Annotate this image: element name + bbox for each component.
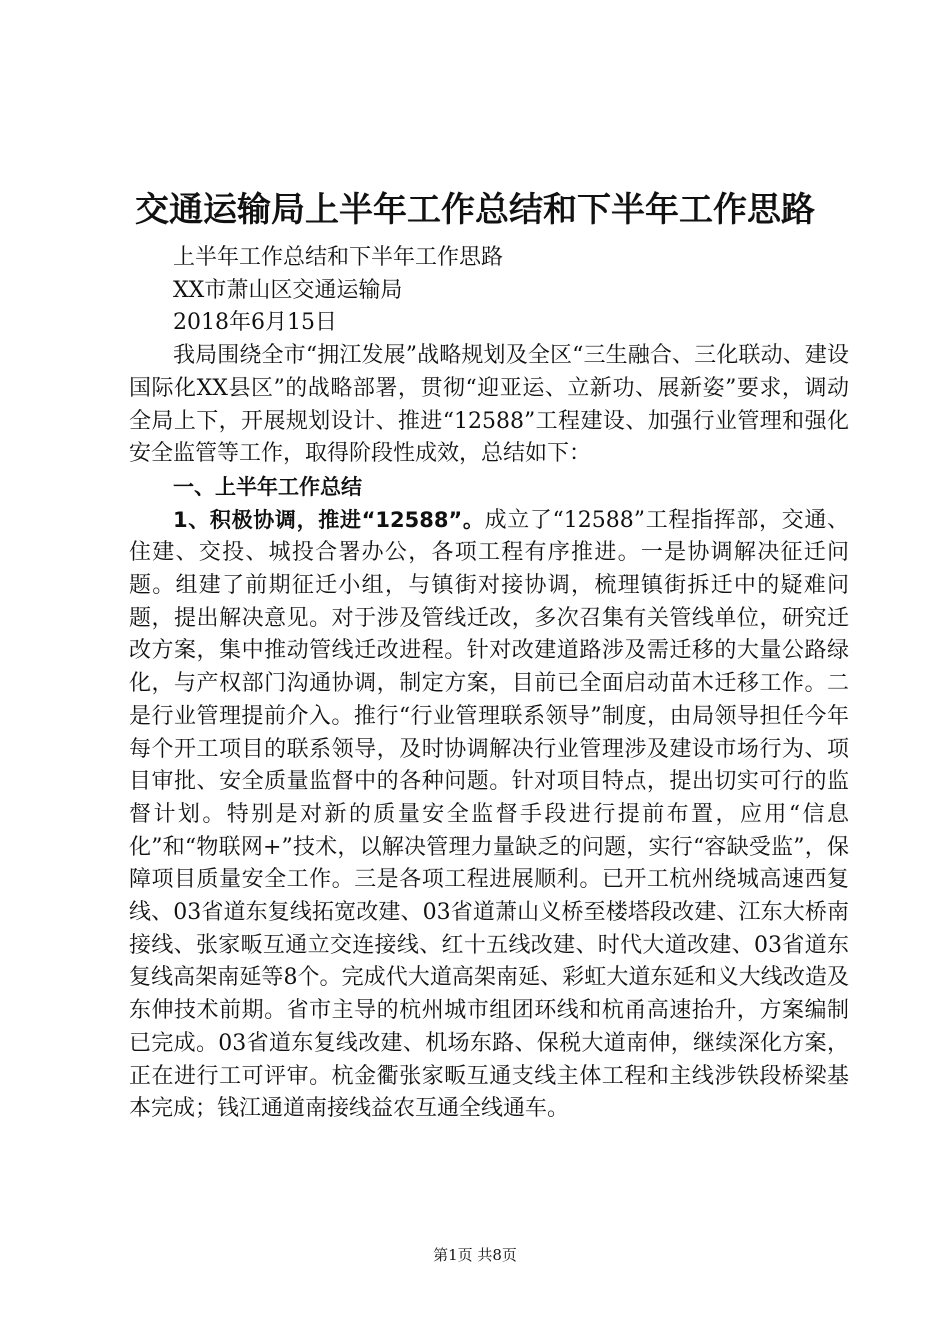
organization: XX市萧山区交通运输局: [173, 277, 403, 303]
subtitle: 上半年工作总结和下半年工作思路: [173, 245, 504, 270]
intro-paragraph: 我局围绕全市“拥江发展”战略规划及全区“三生融合、三化联动、建设国际化XX县区”的战略部署，贯彻“迎亚运、立新功、展新姿”要求，调动全局上下，开展规划设计、推进“12588”工程建设、加强行业管理和强化安全监管等工作，取得阶段性成效，总结如下：: [129, 343, 849, 467]
item-lead: 1、积极协调，推进“12588”。: [173, 507, 485, 532]
item-paragraph: [129, 504, 849, 1126]
page-number: 第1页 共8页: [433, 1246, 517, 1264]
item-body: 成立了“12588”工程指挥部，交通、住建、交投、城投合署办公，各项工程有序推进。一是协调解决征迁问题。组建了前期征迁小组，与镇街对接协调，梳理镇街拆迁中的疑难问题，提出解决意见。对于涉及管线迁改，多次召集有关管线单位，研究迁改方案，集中推动管线迁改进程。针对改建道路涉及需迁移的大量公路绿化，与产权部门沟通协调，制定方案，目前已全面启动苗木迁移工作。二是行业管理提前介入。推行“行业管理联系领导”制度，由局领导担任今年每个开工项目的联系领导，及时协调解决行业管理涉及建设市场行为、项目审批、安全质量监督中的各种问题。针对项目特点，提出切实可行的监督计划。特别是对新的质量安全监督手段进行提前布置，应用“信息化”和“物联网+”技术，以解决管理力量缺乏的问题，实行“容缺受监”，保障项目质量安全工作。三是各项工程进展顺利。已开工杭州绕城高速西复线、03省道东复线拓宽改建、03省道萧山义桥至楼塔段改建、江东大桥南接线、张家畈互通立交连接线、红十五线改建、时代大道改建、03省道东复线高架南延等8个。完成代大道高架南延、彩虹大道东延和义大线改造及东伸技术前期。省市主导的杭州城市组团环线和杭甬高速抬升，方案编制已完成。03省道东复线改建、机场东路、保税大道南伸，继续深化方案，正在进行工可评审。杭金衢张家畈互通支线主体工程和主线涉铁段桥梁基本完成；钱江通道南接线益农互通全线通车。: [129, 507, 849, 1122]
document-date: 2018年6月15日: [173, 310, 337, 336]
document-title: 交通运输局上半年工作总结和下半年工作思路: [135, 190, 815, 230]
section-heading: 一、上半年工作总结: [173, 474, 362, 499]
document-body: [129, 242, 849, 1126]
